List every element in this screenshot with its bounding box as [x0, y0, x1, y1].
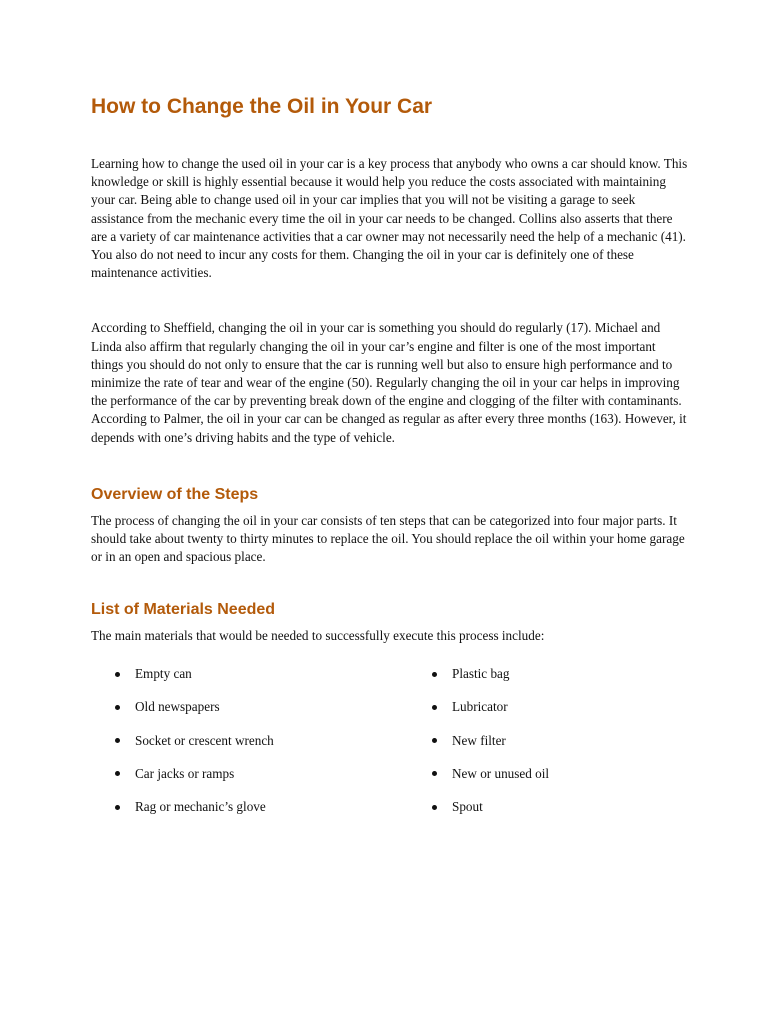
- bullet-icon: [432, 805, 437, 810]
- materials-column-right: [408, 658, 691, 824]
- list-item-label: New filter: [452, 732, 506, 748]
- list-item: [408, 724, 691, 757]
- bullet-icon: [115, 705, 120, 710]
- list-item: [91, 691, 408, 724]
- list-item: [408, 658, 691, 691]
- list-item-label: Spout: [452, 799, 483, 814]
- list-item: [91, 790, 408, 823]
- list-item: [408, 790, 691, 823]
- intro-paragraph: Learning how to change the used oil in your car is a key process that anybody who owns a car should know. This knowledge or skill is highly essential because it would help you reduce the costs associated with maintaining your car. Being able to change used oil in your car implies that you will not be visiting a garage to seek assistance from the mechanic every time the oil in your car needs to be changed. Collins also asserts that there are a variety of car maintenance activities that a car owner may not necessarily need the help of a mechanic (41). You also do not need to incur any costs for them. Changing the oil in your car is definitely one of these maintenance activities.: [91, 156, 688, 281]
- list-item-label: Socket or crescent wrench: [135, 732, 274, 748]
- bullet-icon: [432, 705, 437, 710]
- overview-paragraph: The process of changing the oil in your car consists of ten steps that can be categorized into four major parts. It should take about twenty to thirty minutes to replace the oil. You should replace the oil within your home garage or in an open and spacious place.: [91, 512, 685, 565]
- materials-intro-paragraph: The main materials that would be needed to successfully execute this process include:: [91, 628, 545, 644]
- list-item-label: Old newspapers: [135, 699, 220, 715]
- bullet-icon: [432, 738, 437, 743]
- materials-column-left: [91, 658, 408, 824]
- list-item-label: Lubricator: [452, 699, 508, 715]
- list-item-label: Empty can: [135, 666, 192, 682]
- bullet-icon: [115, 738, 120, 743]
- section-heading-materials: List of Materials Needed: [91, 601, 276, 619]
- list-item: [91, 658, 408, 691]
- bullet-icon: [432, 672, 437, 677]
- list-item-label: New or unused oil: [452, 765, 550, 781]
- list-item: [91, 724, 408, 757]
- document-title: How to Change the Oil in Your Car: [91, 95, 433, 118]
- materials-list: [91, 658, 691, 824]
- bullet-icon: [115, 771, 120, 776]
- bullet-icon: [115, 805, 120, 810]
- frequency-paragraph: According to Sheffield, changing the oil in your car is something you should do regularly (17). Michael and Linda also affirm that regularly changing the oil in your car’s engine and filter is one of the most important things you should do not only to ensure that the car is running well but also to ensure high performance and to minimize the rate of tear and wear of the engine (50). Regularly changing the oil in your car helps in improving the performance of the car by preventing break down of the engine and clogging of the filter with contaminants. According to Palmer, the oil in your car can be changed as regular as after every three months (163). However, it depends with one’s driving habits and the type of vehicle.: [91, 320, 687, 445]
- list-item: [408, 691, 691, 724]
- list-item-label: Rag or mechanic’s glove: [135, 799, 266, 814]
- document-page: [91, 93, 691, 824]
- bullet-icon: [115, 672, 120, 677]
- bullet-icon: [432, 771, 437, 776]
- list-item: [408, 757, 691, 790]
- list-item-label: Plastic bag: [452, 666, 510, 682]
- section-heading-overview: Overview of the Steps: [91, 485, 259, 503]
- list-item-label: Car jacks or ramps: [135, 765, 235, 781]
- list-item: [91, 757, 408, 790]
